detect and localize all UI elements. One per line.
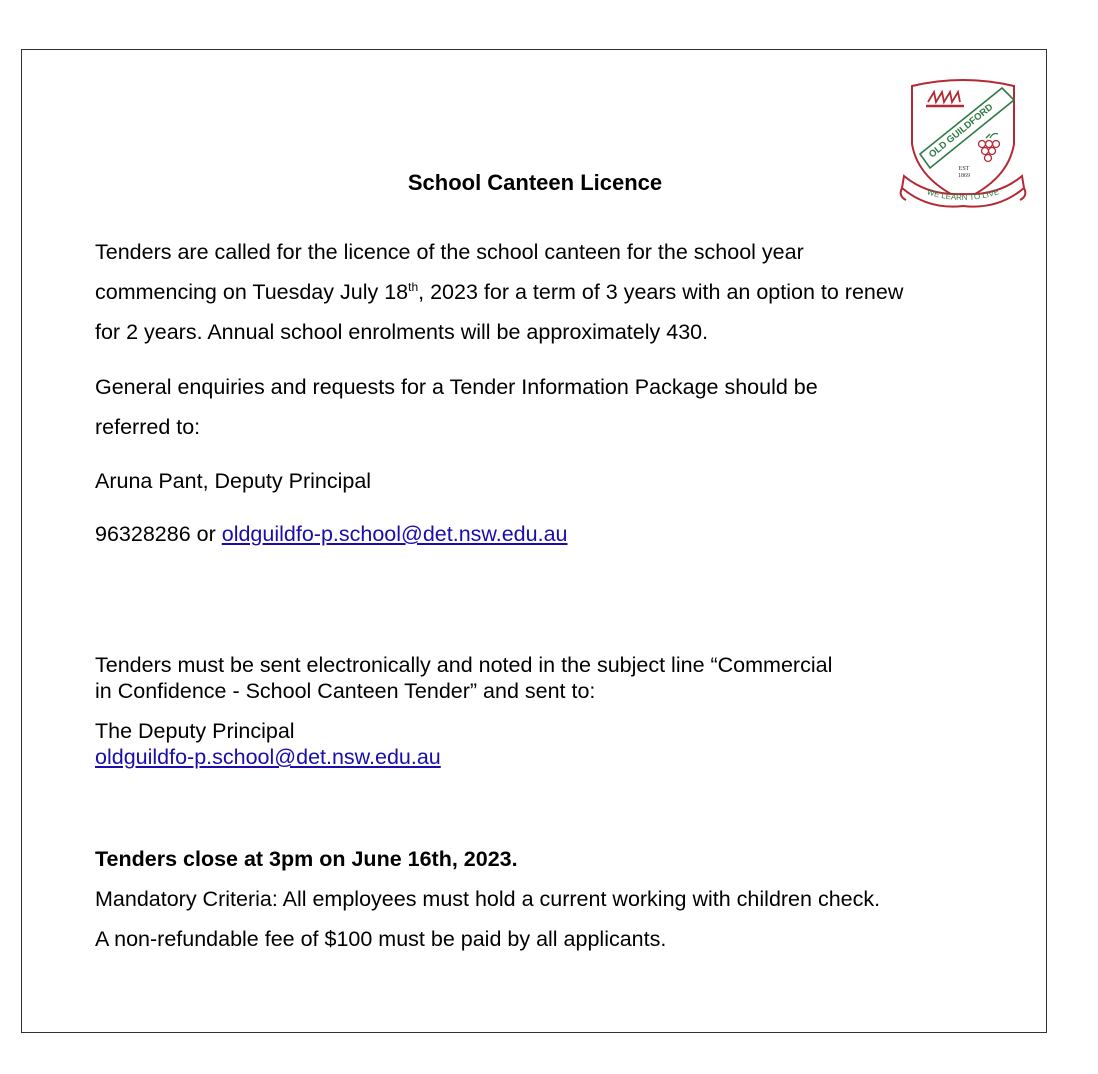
submission-recipient [95,718,441,770]
mandatory-criteria: Mandatory Criteria: All employees must hold a current working with children check. [95,887,881,911]
closing-block [95,839,880,959]
application-fee: A non-refundable fee of $100 must be paid by all applicants. [95,927,667,951]
enquiries-line-2: referred to: [95,415,201,439]
intro-line-2 [95,272,903,312]
crest-est-year: 1869 [958,173,970,179]
intro-line-3: for 2 years. Annual school enrolments will be approximately 430. [95,320,709,344]
date-ordinal-suffix: th [408,279,419,294]
tender-deadline: Tenders close at 3pm on June 16th, 2023. [95,847,518,871]
contact-phone-line [95,514,568,554]
contact-details [95,514,568,554]
contact-email-link[interactable]: oldguildfo-p.school@det.nsw.edu.au [221,522,568,546]
enquiries-line-1: General enquiries and requests for a Tender Information Package should be [95,375,818,399]
submission-line-2: in Confidence - School Canteen Tender” and sent to: [95,679,596,703]
crest-name-text: OLD GUILDFORD [926,101,996,161]
crest-motto: WE LEARN TO LIVE [925,187,1001,203]
intro-line-1: Tenders are called for the licence of the school canteen for the school year [95,240,804,264]
submission-line-1: Tenders must be sent electronically and noted in the subject line “Commercial [95,653,833,677]
recipient-email-line [95,744,441,770]
document-title: School Canteen Licence [407,170,663,195]
enquiries-paragraph [95,367,818,447]
crest-est-label: EST [958,166,970,172]
intro-line-2-end: , 2023 for a term of 3 years with an option to renew [418,280,904,304]
submission-paragraph [95,652,832,704]
recipient-title: The Deputy Principal [95,719,295,743]
contact-name: Aruna Pant, Deputy Principal [95,469,372,493]
contact-block [95,461,371,501]
tender-intro-paragraph [95,232,903,352]
intro-line-2-start: commencing on Tuesday July 18 [95,280,409,304]
submission-email-link[interactable]: oldguildfo-p.school@det.nsw.edu.au [95,745,441,769]
contact-phone: 96328286 or [95,522,222,546]
